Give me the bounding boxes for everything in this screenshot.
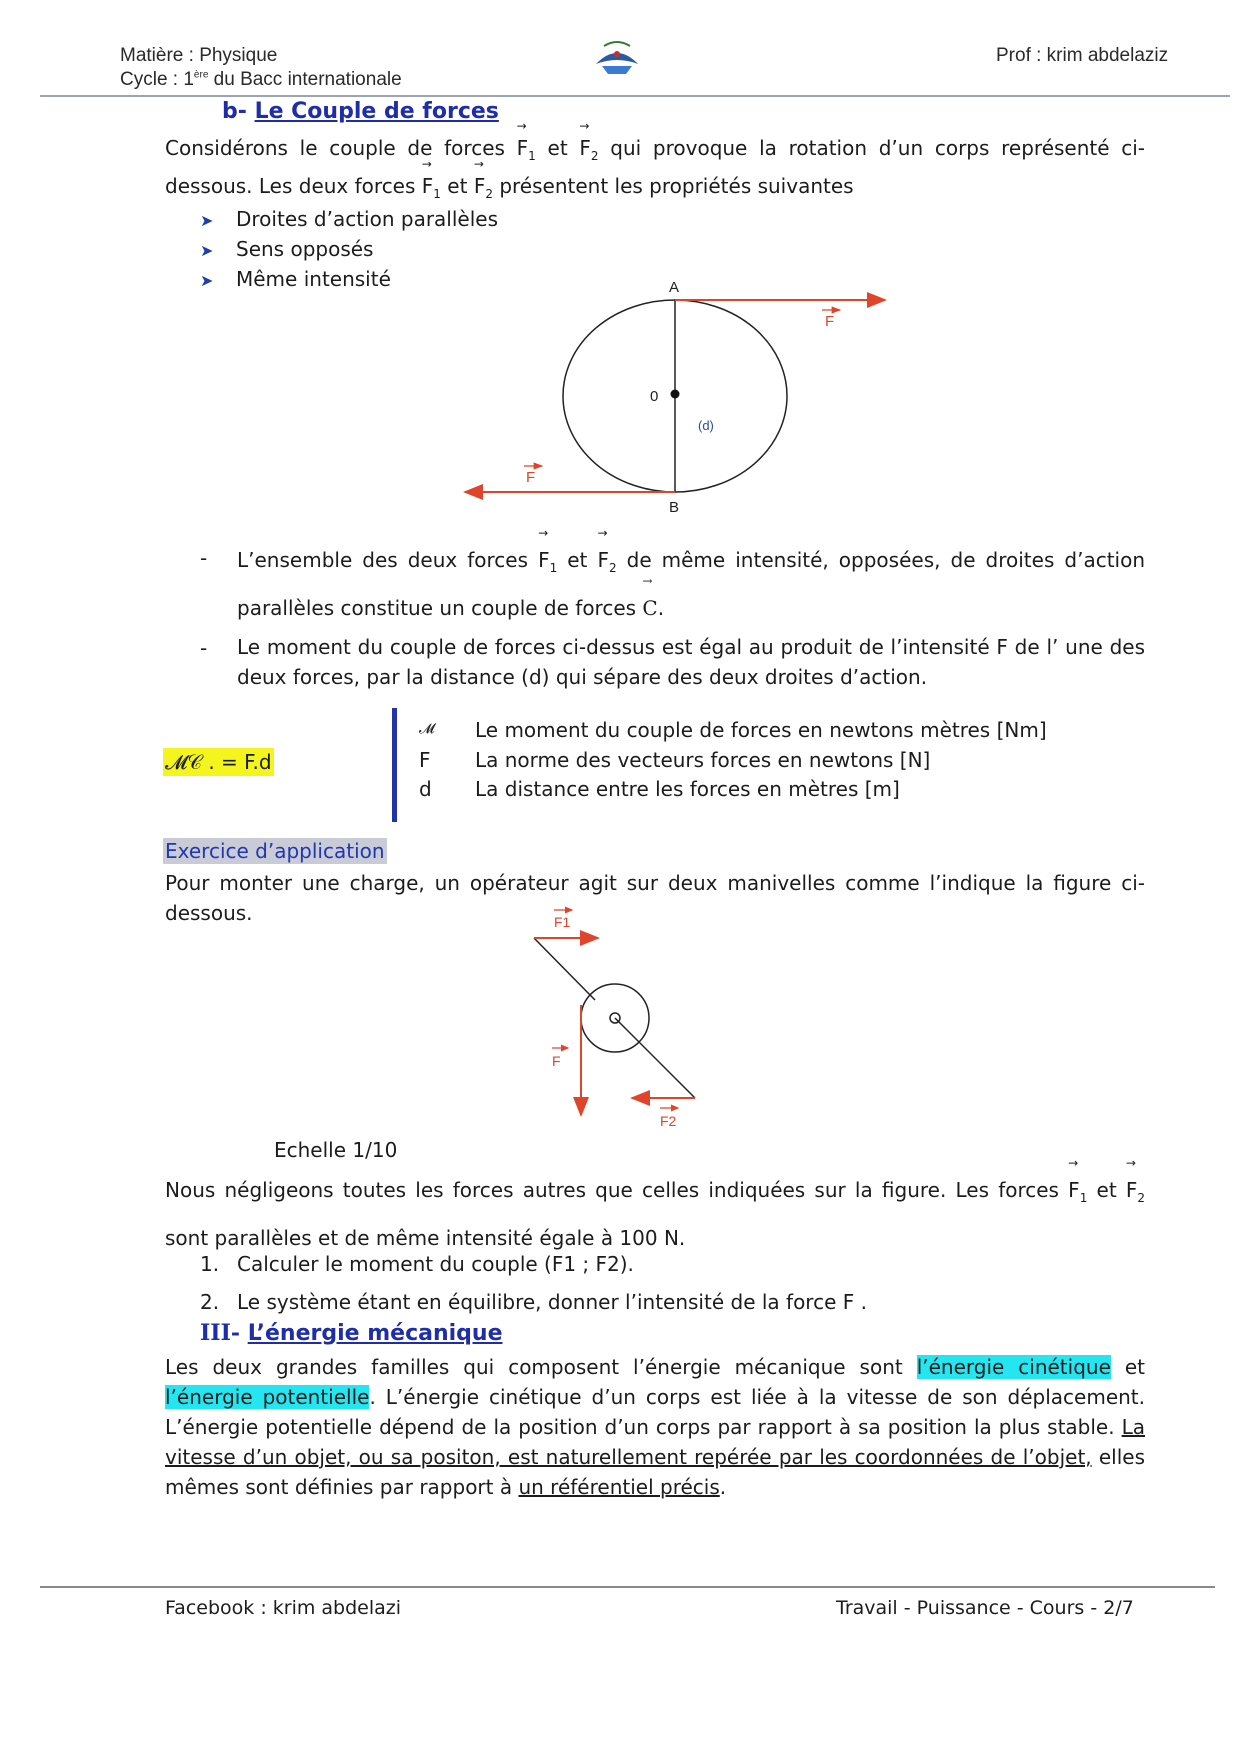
question-number: 1. xyxy=(200,1252,220,1276)
footer-facebook: Facebook : krim abdelazi xyxy=(165,1597,402,1619)
note-moment: Le moment du couple de forces ci-dessus est égal au produit de l’intensité F de l’ une des deux forces, par la distance (d) qui sépare des deux droites d’action. xyxy=(237,635,1145,689)
label-f2: F2 xyxy=(660,1113,677,1129)
property-item: ➤ Droites d’action parallèles xyxy=(200,207,499,231)
label-d: (d) xyxy=(698,418,714,433)
header-divider xyxy=(40,95,1230,97)
crank-figure xyxy=(520,900,720,1135)
label-f: F xyxy=(552,1053,561,1069)
label-b: B xyxy=(669,499,680,516)
center-point xyxy=(671,390,680,399)
couple-figure xyxy=(440,270,910,520)
exercise-text: Nous négligeons toutes les forces autres que celles indiquées sur la figure. Les forces → $F_1$ et → $F_2$ sont parallèles et de même intensité égale à 100 N. xyxy=(165,1170,1145,1258)
label-o: 0 xyxy=(650,388,659,405)
label-f-top: F xyxy=(825,313,835,330)
arrow-bullet-icon: ➤ xyxy=(200,211,214,230)
section-b-intro: Considérons le couple de forces → $F_1$ et → $F_2$ qui provoque la rotation d’un corps représenté ci-dessous. Les deux forces → $F_1$ et → $F_2$ présentent les propriétés suivantes xyxy=(165,133,1145,209)
arrow-bullet-icon: ➤ xyxy=(200,271,214,290)
dash-bullet: - xyxy=(200,636,208,660)
label-f1: F1 xyxy=(554,914,571,930)
label-a: A xyxy=(669,279,680,296)
exercise-title: Exercice d’application xyxy=(165,839,385,863)
section-iii-title: III- L’énergie mécanique xyxy=(200,1320,503,1346)
dash-bullet: - xyxy=(200,546,208,570)
subject-label: Matière : Physique xyxy=(120,45,278,66)
formula-bar xyxy=(392,708,397,822)
moment-formula: 𝓜𝒞 . = F.d xyxy=(165,750,272,774)
arrow-bullet-icon: ➤ xyxy=(200,241,214,260)
question-number: 2. xyxy=(200,1290,220,1314)
prof-label: Prof : krim abdelaziz xyxy=(996,45,1169,66)
question-1: Calculer le moment du couple (F1 ; F2). xyxy=(237,1252,634,1276)
property-item: ➤ Même intensité xyxy=(200,267,391,291)
question-2: Le système étant en équilibre, donner l’intensité de la force F . xyxy=(237,1290,867,1314)
footer-divider xyxy=(40,1586,1215,1588)
crank-bottom xyxy=(615,1018,695,1098)
footer-course-page: Travail - Puissance - Cours - 2/7 xyxy=(836,1597,1134,1619)
property-item: ➤ Sens opposés xyxy=(200,237,374,261)
section-b-title: b- Le Couple de forces xyxy=(222,99,499,124)
crank-top xyxy=(534,938,595,1000)
school-logo-icon xyxy=(590,36,644,80)
scale-label: Echelle 1/10 xyxy=(274,1138,398,1162)
cycle-label: Cycle : 1ère du Bacc internationale xyxy=(120,69,402,90)
note-couple-definition: L’ensemble des deux forces → $F_1$ et → $F_2$ de même intensité, opposées, de droites d’action parallèles constitue un couple de forces → C. xyxy=(237,540,1145,628)
exercise-intro: Pour monter une charge, un opérateur agit sur deux manivelles comme l’indique la figure ci-dessous. xyxy=(165,871,1145,925)
section-iii-text: Les deux grandes familles qui composent l’énergie mécanique sont l’énergie cinétique et l’énergie potentielle. L’énergie cinétique d’un corps est liée à la vitesse de son déplacement. L’énergie potentielle dépend de la position d’un corps par rapport à sa position la plus stable. La vitesse d’un objet, ou sa positon, est naturellement repérée par les coordonnées de l’objet, elles mêmes sont définies par rapport à un référentiel précis. xyxy=(165,1355,1146,1499)
label-f-bottom: F xyxy=(526,469,536,486)
